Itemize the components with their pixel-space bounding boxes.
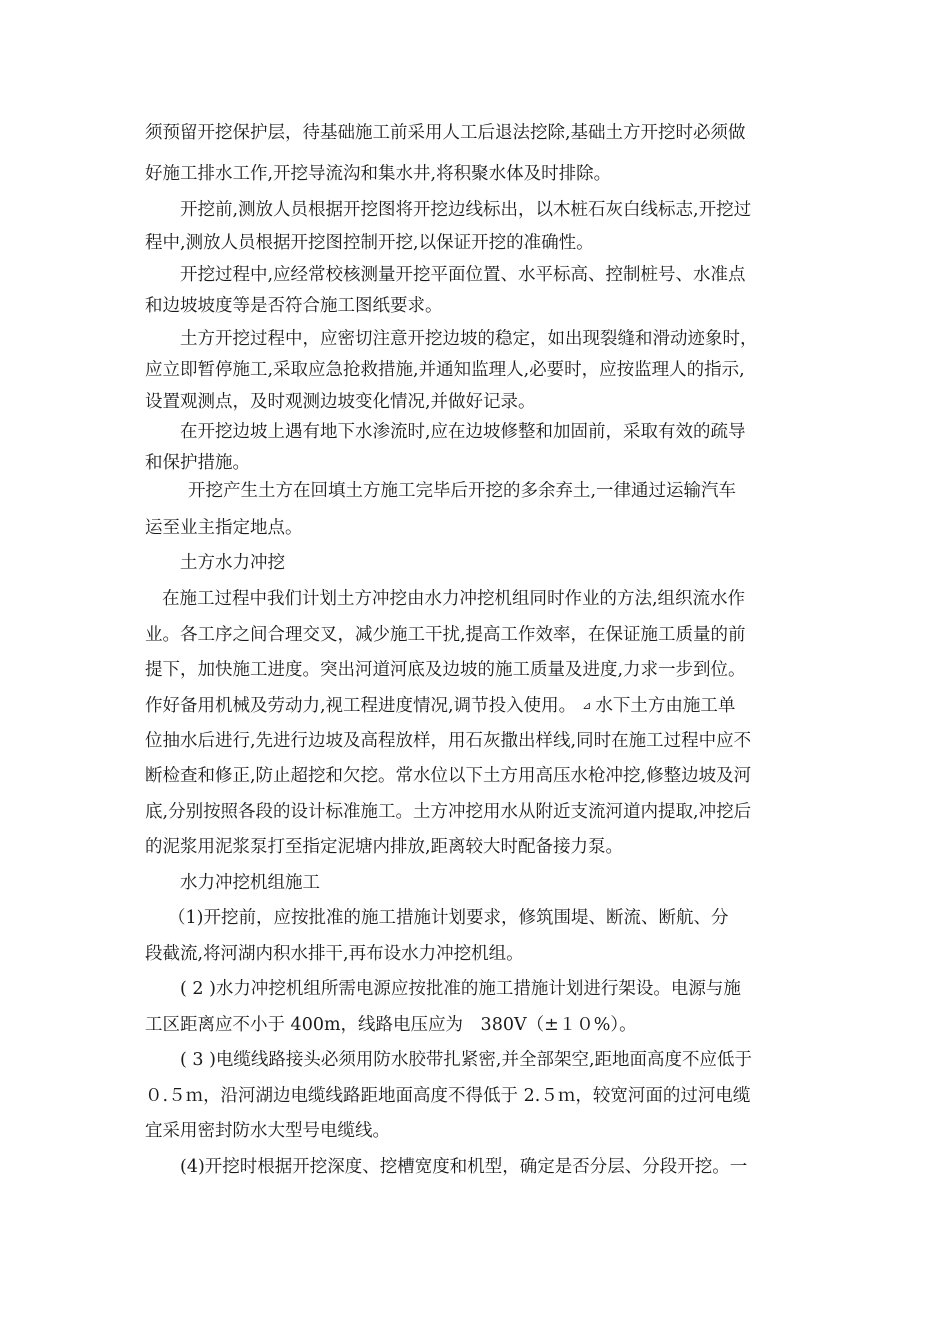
text-line: 工区距离应不小于 400m，线路电压应为 380V（±１０%）。 — [145, 1015, 637, 1035]
text-line: 运至业主指定地点。 — [145, 518, 303, 538]
triangle-symbol-icon: ⊿ — [582, 699, 592, 712]
text-line: 开挖前,测放人员根据开挖图将开挖边线标出，以木桩石灰白线标志,开挖过 — [180, 200, 752, 220]
text-line: (4)开挖时根据开挖深度、挖槽宽度和机型，确定是否分层、分段开挖。一 — [180, 1157, 748, 1177]
text-line: 开挖产生土方在回填土方施工完毕后开挖的多余弃土,一律通过运输汽车 — [188, 481, 737, 501]
text-line: 段截流,将河湖内积水排干,再布设水力冲挖机组。 — [145, 944, 524, 964]
text-line: 好施工排水工作,开挖导流沟和集水井,将积聚水体及时排除。 — [145, 164, 612, 184]
text-line: 和保护措施。 — [145, 453, 250, 473]
text-line: 的泥浆用泥浆泵打至指定泥塘内排放,距离较大时配备接力泵。 — [145, 837, 624, 857]
text-line: 业。各工序之间合理交叉，减少施工干扰,提高工作效率，在保证施工质量的前 — [145, 625, 746, 645]
text-line: 开挖过程中,应经常校核测量开挖平面位置、水平标高、控制桩号、水准点 — [180, 265, 746, 285]
section-heading: 土方水力冲挖 — [180, 553, 285, 573]
text-line: 程中,测放人员根据开挖图控制开挖,以保证开挖的准确性。 — [145, 233, 594, 253]
text-line — [145, 691, 735, 721]
text-line: ( 3 )电缆线路接头必须用防水胶带扎紧密,并全部架空,距地面高度不应低于 — [180, 1050, 753, 1070]
text-line: 位抽水后进行,先进行边坡及高程放样，用石灰撒出样线,同时在施工过程中应不 — [145, 731, 752, 751]
text-line: 底,分别按照各段的设计标准施工。土方冲挖用水从附近支流河道内提取,冲挖后 — [145, 802, 752, 822]
text-line: 土方开挖过程中，应密切注意开挖边坡的稳定，如出现裂缝和滑动迹象时， — [180, 329, 758, 349]
text-segment: 水下土方由施工单 — [595, 696, 736, 716]
text-line: 断检查和修正,防止超挖和欠挖。常水位以下土方用高压水枪冲挖,修整边坡及河 — [145, 766, 752, 786]
text-line: 应立即暂停施工,采取应急抢救措施,并通知监理人,必要时，应按监理人的指示, — [145, 360, 745, 380]
text-segment: 作好备用机械及劳动力,视工程进度情况,调节投入使用。 — [145, 696, 577, 716]
text-line: 宜采用密封防水大型号电缆线。 — [145, 1121, 390, 1141]
text-line: ０.５ｍ，沿河湖边电缆线路距地面高度不得低于 2.５ｍ，较宽河面的过河电缆 — [145, 1086, 751, 1106]
section-heading: 水力冲挖机组施工 — [180, 873, 320, 893]
text-line: 和边坡坡度等是否符合施工图纸要求。 — [145, 296, 443, 316]
text-line: ( 2 )水力冲挖机组所需电源应按批准的施工措施计划进行架设。电源与施 — [180, 979, 741, 999]
text-line: 在开挖边坡上遇有地下水渗流时,应在边坡修整和加固前，采取有效的疏导 — [180, 422, 746, 442]
text-line: 在施工过程中我们计划土方冲挖由水力冲挖机组同时作业的方法,组织流水作 — [162, 589, 746, 609]
text-line: 提下，加快施工进度。突出河道河底及边坡的施工质量及进度,力求一步到位。 — [145, 660, 746, 680]
text-line: 须预留开挖保护层，待基础施工前采用人工后退法挖除,基础土方开挖时必须做 — [145, 123, 746, 143]
text-line: （1)开挖前，应按批准的施工措施计划要求，修筑围堤、断流、断航、分 — [168, 908, 729, 928]
text-line: 设置观测点，及时观测边坡变化情况,并做好记录。 — [145, 392, 536, 412]
